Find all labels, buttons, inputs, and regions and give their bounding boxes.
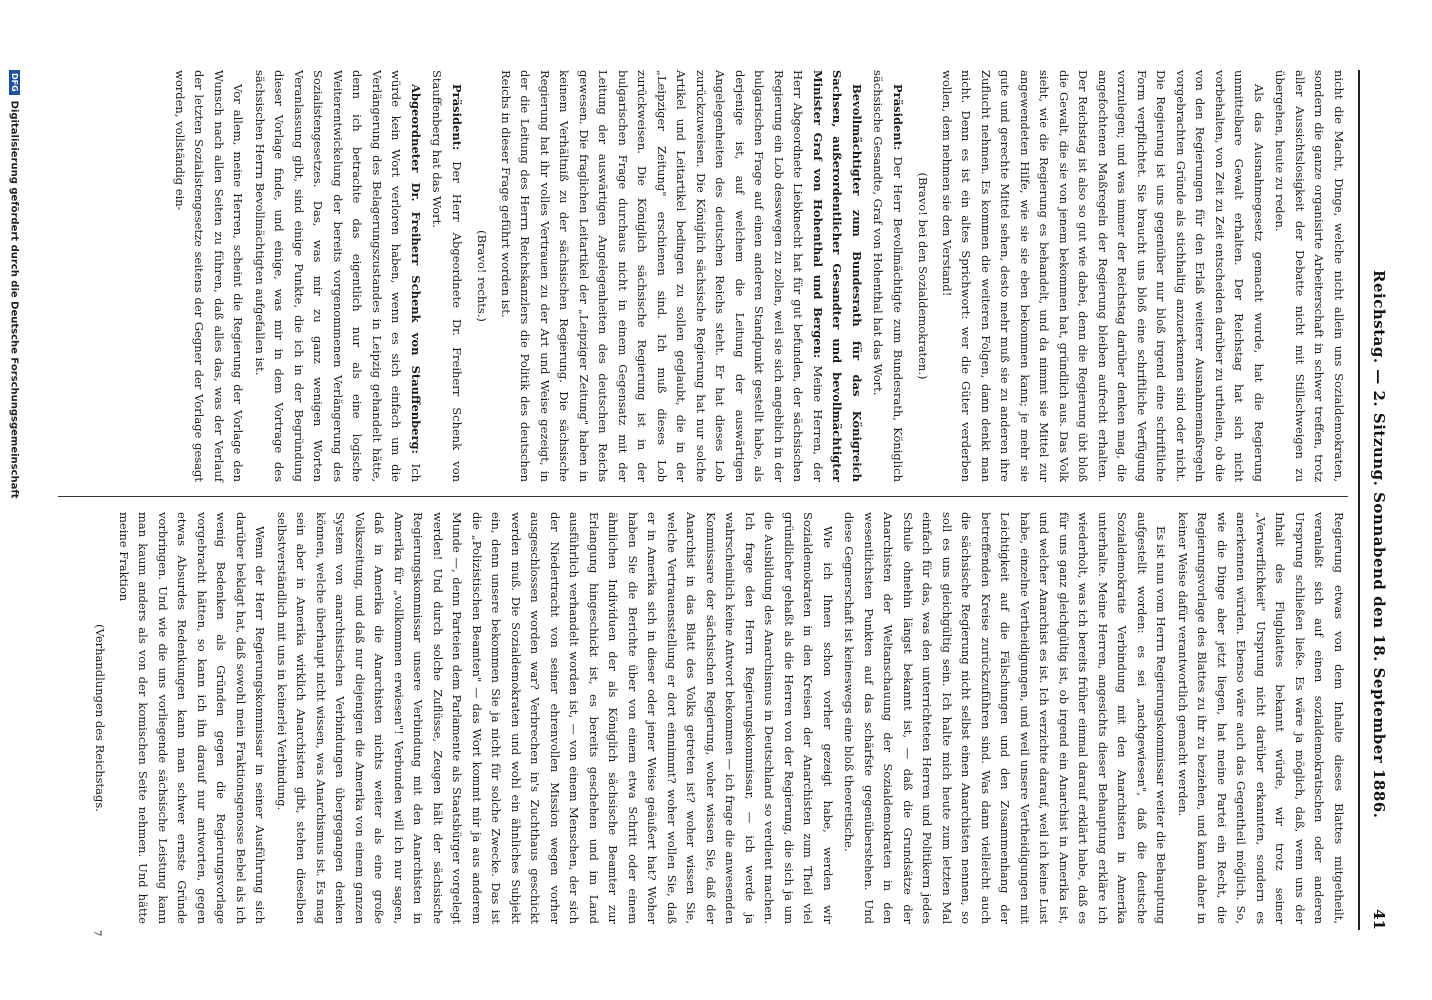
president-statement xyxy=(427,70,466,482)
statement-text: Ich würde kein Wort verloren haben, wenn es sich einfach um die Verlängerung des Belagerungszustandes in Leipzig gehandelt hätte, denn ich betrachte das eigentlich nur als eine logische Weiterentwickelung der bereits vorgenommenen Verlängerung des Sozialistengesetzes. Das, was mir zu ganz wenigen Worten Veranlassung gibt, sind einige Punkte, die ich in der Begründung dieser Vorlage finde, und einige, was mir in dem Vortrage des sächsischen Herrn Bevollmächtigten aufgefallen ist. xyxy=(253,70,423,483)
right-paragraph: Wie ich Ihnen schon vorher gezeigt habe, werden wir Sozialdemokraten in den Kreisen der Anarchisten zum Theil viel gründlicher gehaßt als die Herren von der Regierung, die sich ja um die Ausbildung des Anarchismus in Deutschland so verdient machen. Ich frage den Herrn Regierungskommissar, — ich werde ja wahrscheinlich keine Antwort bekommen — ich frage die anwesenden Kommissare der sächsischen Regierung, woher wissen Sie, daß der Anarchist in das Blatt des Volks getreten ist? woher wissen Sie, welche Vertrauensstellung er dort einnimmt? woher wollen Sie, daß er in Amerika sich in dieser oder jener Weise geäußert hat? Woher haben Sie die Berichte über von einem etwa Schritt oder einem ähnlichen Individuen der als Königlich sächsische Beamter zur Erlangung hingeschickt ist, es bereits geschehen und im Land ausführlich verhandelt worden ist, — von einem Menschen, der sich der Niedertracht von seiner ehrenvollen Mission wegen vorher ausgeschlossen worden war? Verbrechen in's Zuchthaus geschickt werden muß. Die Sozialdemokraten und wohl ein ähnliches Subjekt ein, denn unsere bekommen Sie ja nicht für solche Zwecke. Das ist die „Polizistischen Beamten" — das Wort kommt mir ja aus anderem Munde —, denn Parteien dem Parlamente als Staatsbürger vorgelegt werden! Und durch solche Zuflüsse, Zeugen hält der sächsische Regierungskommissar unsere Verbindung mit den Anarchisten in Amerika für „vollkommen erwiesen"! Verbunden will ich nur sagen, daß in Amerika die Anarchisten nichts weiter als eine große Volkszeitung, und daß nur diejenigen die Amerika von einem ganzen System von anarchistischen Verbindungen übergegangen denken können, welche überhaupt nicht wissen, was Anarchismus ist. Es mag sein aber in Amerika wirklich Anarchisten gibt, stehen dieselben selbstverständlich mit uns in keinerlei Verbindung. xyxy=(275,512,835,924)
page-number: 41 xyxy=(1370,909,1388,930)
speaker-label: Bevollmächtigter zum Bundesrath für das Königreich Sachsen, außerordentlicher Gesandter und bevollmächtigter Minister Graf von Hohenthal und Bergen: xyxy=(811,70,864,482)
footer-text: Digitalisierung gefördert durch die Deutsche Forschungsgemeinschaft xyxy=(8,100,20,499)
statement-text: Der Herr Bevollmächtigte zum Bundesrath, Königlich sächsische Gesandte, Graf von Hohenthal hat das Wort. xyxy=(871,70,905,482)
right-column xyxy=(58,512,1348,924)
bottom-note: (Verhandlungen des Reichstags. xyxy=(93,624,108,812)
digitization-footer xyxy=(9,70,21,930)
speaker-statement xyxy=(496,70,867,482)
interjection: (Bravo! bei den Sozialdemokraten.) xyxy=(916,172,931,380)
president-statement xyxy=(868,70,907,482)
right-paragraph: Regierung etwas von dem Inhalte dieses Blattes mitgetheilt, veranlaßt sich auf einen sozialdemokratischen oder anderen Ursprung schließen ließe. Es wäre ja möglich, daß, wenn uns der Inhalt des Flugblattes bekannt würde, wir trotz seiner „Verwerflichkeit" Ursprung nicht darüber erkannten, sondern es anerkennen würden. Ebenso wäre auch das Gegentheil möglich. So, wie die Dinge aber jetzt liegen, hat meine Partei ein Recht, die Regierungsvorlage des Blattes zu ihr zu beziehen, und kann daher in keiner Weise dafür verantwortlich gemacht werden. xyxy=(1176,512,1346,924)
speaker-label: Abgeordneter Dr. Freiherr Schenk von Stauffenberg: xyxy=(409,84,423,454)
header-rule xyxy=(1358,70,1360,930)
speaker-statement xyxy=(250,70,426,482)
speaker-label: Präsident: xyxy=(891,84,905,151)
interjection: (Bravo! rechts.) xyxy=(475,230,490,322)
left-paragraph: Als das Ausnahmegesetz gemacht wurde, hat die Regierung unmittelbare Gewalt erhalten. Der Reichstag hat sich nicht vorbehalten, von Zeit zu Zeit entscheiden darüber zu urtheilen, ob die von den Regierungen für den Erlaß weiterer Ausnahmemaßregeln vorgebrachten Gründe als stichhaltig anzuerkennen sind oder nicht. Die Regierung ist uns gegenüber nur bloß irgend eine schriftliche Form verpflichtet. Sie braucht uns bloß eine schriftliche Verfügung vorzulegen; und was immer der Reichstag darüber denken mag, die angefochtenen Maßregeln der Regierung bleiben aufrecht erhalten. Der Reichstag ist also so gut wie dabei, denn die Regierung übt bloß die Gewalt, die sie von jenem bekommen hat, gründlich aus. Das Volk sieht, wie die Regierung es behandelt, und da nimmt sie Mittel zur angewendeten Hilfe, wie sie sie eben bekommen kann; je mehr sie gute und gerechte Mittel sehen, desto mehr muß sie zu anderen ihre Zuflucht nehmen. Es kommen die weiteren Folgen, dann denkt man nicht. Denn es ist ein altes Sprichwort: wer die Güter verderben wollen, dem nehmen sie den Verstand! xyxy=(940,70,1266,482)
left-paragraph: Vor allem, meine Herren, scheint die Regierung der Vorlage den Wunsch nach allen Seiten zu führen, daß alles das, was der Verlauf der letzten Sozialistengesetze seitens der Gegner der Vorlage gesagt worden, vollständig ein- xyxy=(173,70,246,482)
header-title: Reichstag. — 2. Sitzung. Sonnabend den 18. September 1886. xyxy=(1370,270,1388,819)
speaker-label: Präsident: xyxy=(450,84,464,151)
statement-text: Meine Herren, der Herr Abgeordnete Liebknecht hat für gut befunden, der sächsischen Regierung ein Lob desswegen zu zollen, weil sie sich angeblich in der bulgarischen Frage auf einen anderen Standpunkt gestellt habe, als derjenige ist, auf welchem die Leitung der auswärtigen Angelegenheiten des deutschen Reichs steht. Er hat dieses Lob zurückzuweisen. Die Königlich sächsische Regierung hat nur solche Artikel und Leitartikel bedingen zu sollen geglaubt, die in der „Leipziger Zeitung" erschienen sind. Ich muß dieses Lob zurückweisen. Die Königlich sächsische Regierung ist in der bulgarischen Frage durchaus nicht in einem Gegensatz mit der Leitung der auswärtigen Angelegenheiten des deutschen Reichs gewesen. Die fraglichen Leitartikel der „Leipziger Zeitung" haben in keinem Verhältniß zu der sächsischen Regierung. Die sächsische Regierung hat ihr volles Vertrauen zu der Art und Weise gezeigt, in der die Leitung des Herrn Reichskanzlers die Politik des deutschen Reichs in dieser Frage geführt worden ist. xyxy=(499,70,825,482)
right-paragraph: Wenn der Herr Regierungskommissar in seiner Ausführung sich darüber beklagt hat, daß sowohl mein Fraktionsgenosse Bebel als ich wenig Bedenken als Gründen gegen die Regierungsvorlage vorgebracht hätten, so kann ich ihn darauf nur antworten, gegen etwas Absurdes Redenkungen kann man schwer ernste Gründe vorbringen. Und wie die uns vorliegende sächsische Leistung kann man kaum anders als von der komischen Seite nehmen. Und hätte meine Fraktion xyxy=(117,512,268,924)
left-paragraph: nicht die Macht, Dinge, welche nicht allein uns Sozialdemokraten, sondern die ganze organisirte Arbeiterschaft in schwer treffen, trotz aller Aussichtslosigkeit der Debatte nicht mit Stillschweigen zu übergehen, heute zu reden. xyxy=(1273,70,1346,482)
column-divider xyxy=(58,496,1348,497)
statement-text: Der Herr Abgeordnete Dr. Freiherr Schenk von Stauffenberg hat das Wort. xyxy=(430,70,464,482)
page-header xyxy=(1364,70,1388,930)
right-paragraph: Es ist nun vom Herrn Regierungskommissar weiter die Behauptung aufgestellt worden: es sei „nachgewiesen", daß die deutsche Sozialdemokratie Verbindung mit den Anarchisten in Amerika unterhalte. Meine Herren, angesichts dieser Behauptung erkläre ich wiederholt, was ich bereits früher einmal darauf erklärt habe, daß es für uns ganz gleichgültig ist, ob irgend ein Anarchist in Amerika ist, und welcher Anarchist es ist. Ich verzichte darauf, weil ich keine Lust habe, einzelne Vertheidigungen, und weil unsere Vertheidigungen mit Leichtigkeit auf die Fälschungen und den Zusammenhang der betreffenden Kreise zurückzuführen sind. Was dann vielleicht auch die sächsische Regierung nicht selbst einen Anarchisten nennen, so soll es uns gleichgültig sein. Ich halte mich heute zum letzten Mal einfach für das, was den unterrichteten Herren und Politikern jedes Schule ohnehin längst bekannt ist, — daß die Grundsätze der Anarchisten der Weltanschauung der Sozialdemokraten in den wesentlichsten Punkten auf das schärfste gegenüberstehen. Und diese Gegnerschaft ist keineswegs eine bloß theoretische. xyxy=(842,512,1169,924)
left-column xyxy=(173,70,1348,483)
footnote-mark: 7 xyxy=(91,930,102,937)
dfg-logo-icon: DFG xyxy=(9,70,20,95)
